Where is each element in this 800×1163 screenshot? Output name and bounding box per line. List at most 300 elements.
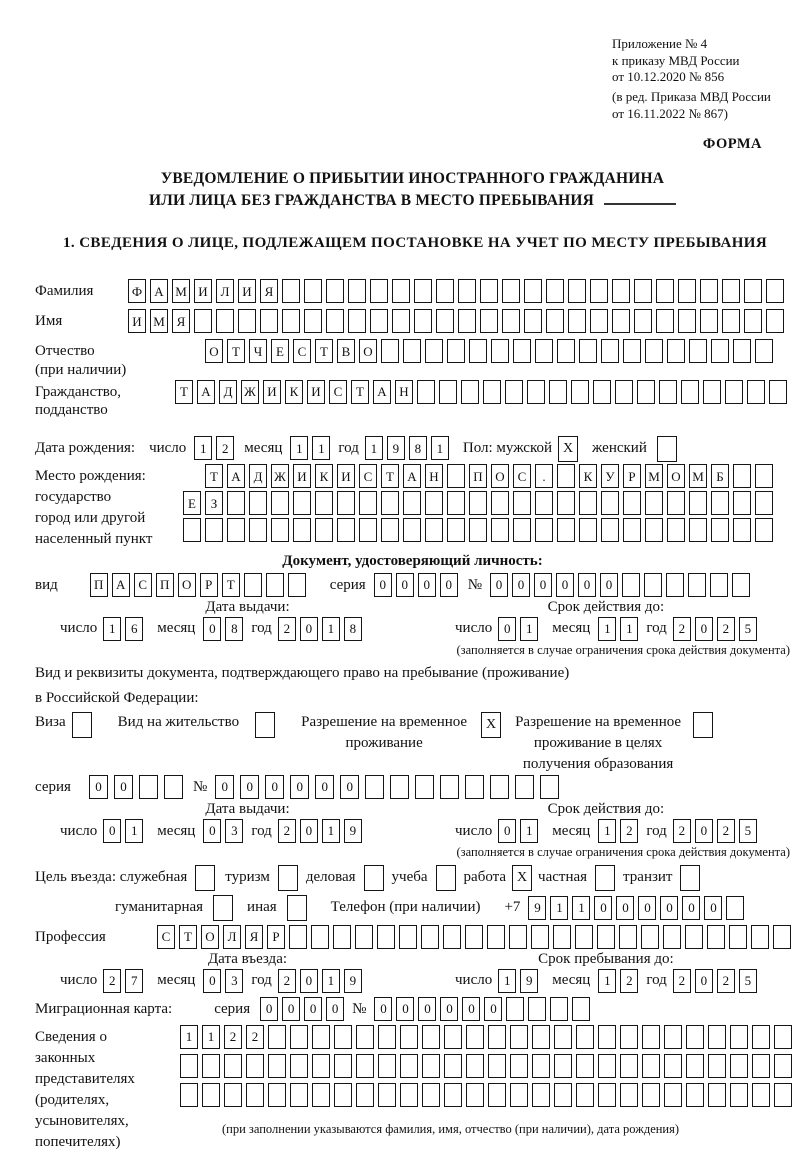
- char-box[interactable]: 0: [315, 775, 334, 799]
- char-box[interactable]: З: [205, 491, 223, 515]
- char-box[interactable]: [461, 380, 479, 404]
- char-box[interactable]: [685, 925, 703, 949]
- char-box[interactable]: [227, 518, 245, 542]
- char-box[interactable]: [601, 339, 619, 363]
- char-box[interactable]: [553, 925, 571, 949]
- char-box[interactable]: [664, 1083, 682, 1107]
- char-box[interactable]: [575, 925, 593, 949]
- char-box[interactable]: 2: [278, 969, 296, 993]
- char-box[interactable]: [458, 309, 476, 333]
- char-box[interactable]: 1: [290, 436, 308, 460]
- char-box[interactable]: О: [491, 464, 509, 488]
- char-box[interactable]: 0: [498, 617, 516, 641]
- char-box[interactable]: [773, 925, 791, 949]
- char-box[interactable]: М: [645, 464, 663, 488]
- char-box[interactable]: П: [90, 573, 108, 597]
- char-box[interactable]: [491, 339, 509, 363]
- char-box[interactable]: 2: [278, 819, 296, 843]
- char-box[interactable]: 0: [418, 573, 436, 597]
- char-box[interactable]: [483, 380, 501, 404]
- char-box[interactable]: [378, 1083, 396, 1107]
- char-box[interactable]: Е: [271, 339, 289, 363]
- char-box[interactable]: [528, 997, 546, 1021]
- char-box[interactable]: [686, 1083, 704, 1107]
- char-box[interactable]: [755, 339, 773, 363]
- purpose-study-checkbox[interactable]: [436, 865, 456, 891]
- char-box[interactable]: И: [337, 464, 355, 488]
- char-box[interactable]: 6: [125, 617, 143, 641]
- char-box[interactable]: [487, 925, 505, 949]
- char-box[interactable]: [659, 380, 677, 404]
- char-box[interactable]: [315, 518, 333, 542]
- char-box[interactable]: [707, 925, 725, 949]
- char-box[interactable]: 8: [344, 617, 362, 641]
- char-box[interactable]: [546, 309, 564, 333]
- char-box[interactable]: [576, 1083, 594, 1107]
- char-box[interactable]: Т: [315, 339, 333, 363]
- char-box[interactable]: Ж: [241, 380, 259, 404]
- char-box[interactable]: [708, 1025, 726, 1049]
- char-box[interactable]: 2: [673, 617, 691, 641]
- char-box[interactable]: [458, 279, 476, 303]
- char-box[interactable]: [311, 925, 329, 949]
- char-box[interactable]: [571, 380, 589, 404]
- char-box[interactable]: [590, 279, 608, 303]
- char-box[interactable]: [390, 775, 409, 799]
- char-box[interactable]: [465, 775, 484, 799]
- char-box[interactable]: [711, 491, 729, 515]
- char-box[interactable]: [593, 380, 611, 404]
- char-box[interactable]: [444, 1083, 462, 1107]
- char-box[interactable]: 0: [638, 896, 656, 920]
- visa-checkbox[interactable]: [72, 712, 92, 738]
- char-box[interactable]: Я: [245, 925, 263, 949]
- char-box[interactable]: А: [373, 380, 391, 404]
- char-box[interactable]: [480, 279, 498, 303]
- char-box[interactable]: [355, 925, 373, 949]
- char-box[interactable]: [414, 279, 432, 303]
- char-box[interactable]: В: [337, 339, 355, 363]
- char-box[interactable]: [205, 518, 223, 542]
- char-box[interactable]: Ч: [249, 339, 267, 363]
- char-box[interactable]: [469, 491, 487, 515]
- char-box[interactable]: [634, 309, 652, 333]
- char-box[interactable]: [400, 1083, 418, 1107]
- char-box[interactable]: И: [307, 380, 325, 404]
- char-box[interactable]: [678, 279, 696, 303]
- char-box[interactable]: [334, 1025, 352, 1049]
- char-box[interactable]: [524, 279, 542, 303]
- char-box[interactable]: 1: [322, 819, 340, 843]
- char-box[interactable]: [703, 380, 721, 404]
- char-box[interactable]: [399, 925, 417, 949]
- char-box[interactable]: К: [315, 464, 333, 488]
- char-box[interactable]: 8: [225, 617, 243, 641]
- char-box[interactable]: [439, 380, 457, 404]
- char-box[interactable]: [769, 380, 787, 404]
- char-box[interactable]: [667, 491, 685, 515]
- char-box[interactable]: 0: [594, 896, 612, 920]
- char-box[interactable]: [216, 309, 234, 333]
- char-box[interactable]: 0: [374, 573, 392, 597]
- char-box[interactable]: [304, 279, 322, 303]
- char-box[interactable]: [288, 573, 306, 597]
- char-box[interactable]: М: [689, 464, 707, 488]
- char-box[interactable]: [554, 1054, 572, 1078]
- char-box[interactable]: [425, 491, 443, 515]
- char-box[interactable]: О: [667, 464, 685, 488]
- char-box[interactable]: [612, 279, 630, 303]
- char-box[interactable]: 1: [520, 819, 538, 843]
- char-box[interactable]: Б: [711, 464, 729, 488]
- char-box[interactable]: 0: [682, 896, 700, 920]
- char-box[interactable]: [513, 518, 531, 542]
- char-box[interactable]: 0: [304, 997, 322, 1021]
- char-box[interactable]: А: [403, 464, 421, 488]
- char-box[interactable]: [266, 573, 284, 597]
- char-box[interactable]: [664, 1054, 682, 1078]
- char-box[interactable]: [505, 380, 523, 404]
- char-box[interactable]: 0: [695, 617, 713, 641]
- char-box[interactable]: [550, 997, 568, 1021]
- char-box[interactable]: 2: [620, 819, 638, 843]
- char-box[interactable]: 9: [344, 819, 362, 843]
- char-box[interactable]: Д: [219, 380, 237, 404]
- char-box[interactable]: К: [579, 464, 597, 488]
- char-box[interactable]: [729, 925, 747, 949]
- char-box[interactable]: С: [513, 464, 531, 488]
- char-box[interactable]: [532, 1054, 550, 1078]
- char-box[interactable]: [554, 1025, 572, 1049]
- char-box[interactable]: [400, 1025, 418, 1049]
- char-box[interactable]: [766, 279, 784, 303]
- char-box[interactable]: [480, 309, 498, 333]
- purpose-work-checkbox[interactable]: X: [512, 865, 532, 891]
- char-box[interactable]: И: [128, 309, 146, 333]
- purpose-tourism-checkbox[interactable]: [278, 865, 298, 891]
- char-box[interactable]: Р: [200, 573, 218, 597]
- char-box[interactable]: [546, 279, 564, 303]
- char-box[interactable]: [554, 1083, 572, 1107]
- char-box[interactable]: Я: [260, 279, 278, 303]
- char-box[interactable]: [469, 518, 487, 542]
- char-box[interactable]: И: [194, 279, 212, 303]
- char-box[interactable]: [365, 775, 384, 799]
- char-box[interactable]: [645, 518, 663, 542]
- char-box[interactable]: [620, 1083, 638, 1107]
- char-box[interactable]: [333, 925, 351, 949]
- char-box[interactable]: А: [197, 380, 215, 404]
- char-box[interactable]: [733, 339, 751, 363]
- char-box[interactable]: [337, 491, 355, 515]
- char-box[interactable]: [378, 1054, 396, 1078]
- char-box[interactable]: С: [293, 339, 311, 363]
- char-box[interactable]: [194, 309, 212, 333]
- char-box[interactable]: [572, 997, 590, 1021]
- char-box[interactable]: [642, 1025, 660, 1049]
- char-box[interactable]: [466, 1083, 484, 1107]
- char-box[interactable]: [620, 1054, 638, 1078]
- char-box[interactable]: [557, 491, 575, 515]
- char-box[interactable]: 0: [203, 969, 221, 993]
- char-box[interactable]: [315, 491, 333, 515]
- char-box[interactable]: [733, 491, 751, 515]
- char-box[interactable]: [598, 1054, 616, 1078]
- char-box[interactable]: С: [359, 464, 377, 488]
- char-box[interactable]: 1: [365, 436, 383, 460]
- char-box[interactable]: [730, 1054, 748, 1078]
- char-box[interactable]: С: [134, 573, 152, 597]
- char-box[interactable]: [377, 925, 395, 949]
- char-box[interactable]: [392, 309, 410, 333]
- char-box[interactable]: [755, 464, 773, 488]
- char-box[interactable]: [381, 491, 399, 515]
- char-box[interactable]: 0: [498, 819, 516, 843]
- char-box[interactable]: [400, 1054, 418, 1078]
- char-box[interactable]: .: [535, 464, 553, 488]
- char-box[interactable]: [615, 380, 633, 404]
- char-box[interactable]: [568, 279, 586, 303]
- char-box[interactable]: [244, 573, 262, 597]
- char-box[interactable]: 0: [240, 775, 259, 799]
- char-box[interactable]: Р: [623, 464, 641, 488]
- char-box[interactable]: [491, 518, 509, 542]
- char-box[interactable]: 0: [484, 997, 502, 1021]
- purpose-transit-checkbox[interactable]: [680, 865, 700, 891]
- char-box[interactable]: [414, 309, 432, 333]
- char-box[interactable]: [465, 925, 483, 949]
- char-box[interactable]: [535, 339, 553, 363]
- char-box[interactable]: [540, 775, 559, 799]
- char-box[interactable]: 9: [528, 896, 546, 920]
- char-box[interactable]: [774, 1083, 792, 1107]
- char-box[interactable]: [488, 1025, 506, 1049]
- char-box[interactable]: [644, 573, 662, 597]
- char-box[interactable]: Т: [227, 339, 245, 363]
- char-box[interactable]: 5: [739, 617, 757, 641]
- char-box[interactable]: 0: [396, 573, 414, 597]
- char-box[interactable]: [726, 896, 744, 920]
- char-box[interactable]: Ж: [271, 464, 289, 488]
- char-box[interactable]: 1: [312, 436, 330, 460]
- char-box[interactable]: М: [172, 279, 190, 303]
- char-box[interactable]: 1: [498, 969, 516, 993]
- char-box[interactable]: [576, 1054, 594, 1078]
- char-box[interactable]: [645, 491, 663, 515]
- char-box[interactable]: [620, 1025, 638, 1049]
- char-box[interactable]: [730, 1025, 748, 1049]
- char-box[interactable]: [488, 1054, 506, 1078]
- char-box[interactable]: С: [157, 925, 175, 949]
- char-box[interactable]: [447, 464, 465, 488]
- char-box[interactable]: [535, 491, 553, 515]
- char-box[interactable]: [535, 518, 553, 542]
- char-box[interactable]: [356, 1083, 374, 1107]
- char-box[interactable]: 0: [462, 997, 480, 1021]
- char-box[interactable]: [334, 1054, 352, 1078]
- char-box[interactable]: [531, 925, 549, 949]
- char-box[interactable]: [752, 1083, 770, 1107]
- char-box[interactable]: 0: [695, 819, 713, 843]
- char-box[interactable]: 9: [387, 436, 405, 460]
- char-box[interactable]: [381, 339, 399, 363]
- char-box[interactable]: [557, 464, 575, 488]
- char-box[interactable]: [202, 1083, 220, 1107]
- char-box[interactable]: 0: [89, 775, 108, 799]
- char-box[interactable]: 0: [704, 896, 722, 920]
- char-box[interactable]: [509, 925, 527, 949]
- char-box[interactable]: 0: [265, 775, 284, 799]
- char-box[interactable]: [293, 491, 311, 515]
- char-box[interactable]: [732, 573, 750, 597]
- char-box[interactable]: [139, 775, 158, 799]
- char-box[interactable]: [532, 1083, 550, 1107]
- char-box[interactable]: 0: [512, 573, 530, 597]
- char-box[interactable]: [708, 1054, 726, 1078]
- char-box[interactable]: 2: [717, 617, 735, 641]
- char-box[interactable]: [510, 1054, 528, 1078]
- char-box[interactable]: [752, 1025, 770, 1049]
- char-box[interactable]: Т: [381, 464, 399, 488]
- char-box[interactable]: 8: [409, 436, 427, 460]
- char-box[interactable]: [766, 309, 784, 333]
- char-box[interactable]: 5: [739, 819, 757, 843]
- char-box[interactable]: [403, 339, 421, 363]
- char-box[interactable]: [202, 1054, 220, 1078]
- char-box[interactable]: [370, 279, 388, 303]
- purpose-private-checkbox[interactable]: [595, 865, 615, 891]
- char-box[interactable]: [579, 339, 597, 363]
- char-box[interactable]: [417, 380, 435, 404]
- temp-residence-edu-checkbox[interactable]: [693, 712, 713, 738]
- char-box[interactable]: [623, 518, 641, 542]
- char-box[interactable]: [751, 925, 769, 949]
- char-box[interactable]: 0: [300, 969, 318, 993]
- char-box[interactable]: 1: [202, 1025, 220, 1049]
- char-box[interactable]: О: [178, 573, 196, 597]
- char-box[interactable]: [392, 279, 410, 303]
- char-box[interactable]: [246, 1054, 264, 1078]
- char-box[interactable]: [744, 309, 762, 333]
- char-box[interactable]: [725, 380, 743, 404]
- purpose-service-checkbox[interactable]: [195, 865, 215, 891]
- char-box[interactable]: [271, 518, 289, 542]
- char-box[interactable]: [700, 309, 718, 333]
- char-box[interactable]: 1: [322, 969, 340, 993]
- char-box[interactable]: [422, 1083, 440, 1107]
- char-box[interactable]: [678, 309, 696, 333]
- char-box[interactable]: [334, 1083, 352, 1107]
- char-box[interactable]: Н: [425, 464, 443, 488]
- char-box[interactable]: Т: [351, 380, 369, 404]
- char-box[interactable]: [469, 339, 487, 363]
- char-box[interactable]: [337, 518, 355, 542]
- char-box[interactable]: 9: [520, 969, 538, 993]
- char-box[interactable]: [249, 518, 267, 542]
- temp-residence-checkbox[interactable]: X: [481, 712, 501, 738]
- char-box[interactable]: [752, 1054, 770, 1078]
- char-box[interactable]: 2: [278, 617, 296, 641]
- char-box[interactable]: 1: [125, 819, 143, 843]
- char-box[interactable]: [447, 491, 465, 515]
- char-box[interactable]: [510, 1083, 528, 1107]
- char-box[interactable]: [312, 1083, 330, 1107]
- char-box[interactable]: [282, 279, 300, 303]
- char-box[interactable]: [744, 279, 762, 303]
- residence-permit-checkbox[interactable]: [255, 712, 275, 738]
- char-box[interactable]: [590, 309, 608, 333]
- char-box[interactable]: 0: [282, 997, 300, 1021]
- char-box[interactable]: [663, 925, 681, 949]
- char-box[interactable]: 0: [326, 997, 344, 1021]
- char-box[interactable]: [513, 491, 531, 515]
- char-box[interactable]: [312, 1054, 330, 1078]
- char-box[interactable]: [656, 309, 674, 333]
- char-box[interactable]: [466, 1025, 484, 1049]
- char-box[interactable]: [290, 1083, 308, 1107]
- char-box[interactable]: 2: [717, 819, 735, 843]
- char-box[interactable]: [708, 1083, 726, 1107]
- char-box[interactable]: 1: [598, 969, 616, 993]
- char-box[interactable]: [224, 1083, 242, 1107]
- char-box[interactable]: [557, 518, 575, 542]
- char-box[interactable]: 2: [246, 1025, 264, 1049]
- char-box[interactable]: [598, 1025, 616, 1049]
- char-box[interactable]: Е: [183, 491, 201, 515]
- char-box[interactable]: [601, 518, 619, 542]
- char-box[interactable]: [290, 1025, 308, 1049]
- char-box[interactable]: [686, 1054, 704, 1078]
- char-box[interactable]: [774, 1054, 792, 1078]
- char-box[interactable]: [755, 491, 773, 515]
- char-box[interactable]: О: [359, 339, 377, 363]
- char-box[interactable]: Л: [216, 279, 234, 303]
- char-box[interactable]: [681, 380, 699, 404]
- char-box[interactable]: 1: [180, 1025, 198, 1049]
- char-box[interactable]: 0: [534, 573, 552, 597]
- char-box[interactable]: 0: [300, 617, 318, 641]
- char-box[interactable]: 1: [103, 617, 121, 641]
- char-box[interactable]: Т: [222, 573, 240, 597]
- char-box[interactable]: А: [112, 573, 130, 597]
- char-box[interactable]: [180, 1054, 198, 1078]
- char-box[interactable]: [260, 309, 278, 333]
- char-box[interactable]: 0: [114, 775, 133, 799]
- sex-male-checkbox[interactable]: X: [558, 436, 578, 462]
- char-box[interactable]: [506, 997, 524, 1021]
- char-box[interactable]: Д: [249, 464, 267, 488]
- char-box[interactable]: [666, 573, 684, 597]
- char-box[interactable]: 0: [418, 997, 436, 1021]
- char-box[interactable]: [403, 491, 421, 515]
- char-box[interactable]: 0: [660, 896, 678, 920]
- char-box[interactable]: [447, 339, 465, 363]
- char-box[interactable]: [359, 491, 377, 515]
- char-box[interactable]: 0: [440, 573, 458, 597]
- char-box[interactable]: 0: [340, 775, 359, 799]
- char-box[interactable]: [622, 573, 640, 597]
- char-box[interactable]: 0: [695, 969, 713, 993]
- char-box[interactable]: 1: [431, 436, 449, 460]
- char-box[interactable]: [686, 1025, 704, 1049]
- char-box[interactable]: П: [469, 464, 487, 488]
- char-box[interactable]: [710, 573, 728, 597]
- char-box[interactable]: [289, 925, 307, 949]
- char-box[interactable]: [524, 309, 542, 333]
- char-box[interactable]: 0: [440, 997, 458, 1021]
- char-box[interactable]: [532, 1025, 550, 1049]
- char-box[interactable]: [733, 464, 751, 488]
